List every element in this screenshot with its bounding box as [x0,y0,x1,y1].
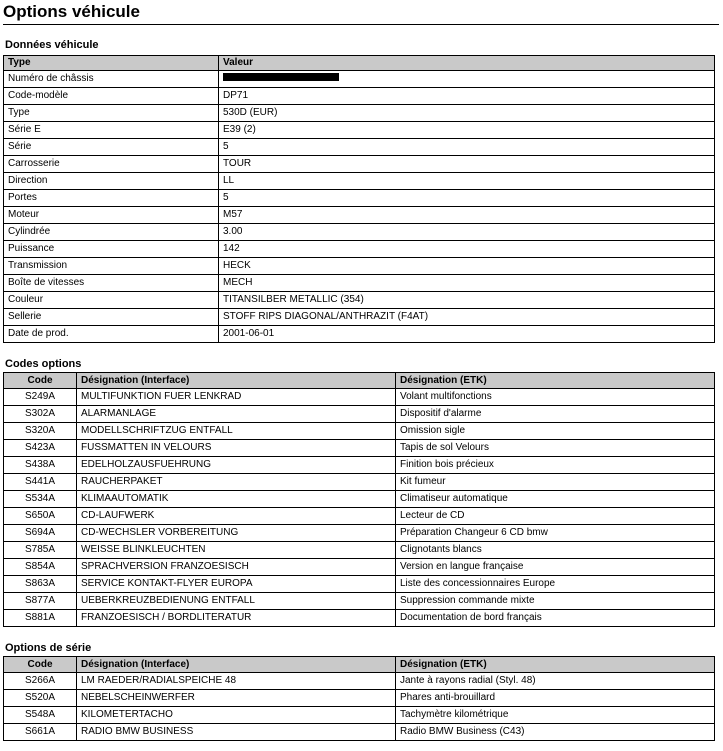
column-header-interface: Désignation (Interface) [77,657,396,673]
field-label: Type [4,105,219,122]
option-interface-designation: RADIO BMW BUSINESS [77,724,396,741]
table-row [4,105,715,122]
option-etk-designation: Tapis de sol Velours [396,440,715,457]
option-etk-designation: Préparation Changeur 6 CD bmw [396,525,715,542]
table-row [4,423,715,440]
table-row [4,389,715,406]
field-value: DP71 [219,88,715,105]
table-row [4,326,715,343]
option-etk-designation: Dispositif d'alarme [396,406,715,423]
field-label: Série [4,139,219,156]
table-row [4,673,715,690]
table-row [4,707,715,724]
field-label: Code-modèle [4,88,219,105]
table-row [4,542,715,559]
option-codes-heading: Codes options [5,358,82,370]
field-label: Série E [4,122,219,139]
option-code: S320A [4,423,77,440]
field-label: Date de prod. [4,326,219,343]
table-row [4,474,715,491]
field-label: Moteur [4,207,219,224]
field-value: 530D (EUR) [219,105,715,122]
option-code: S249A [4,389,77,406]
option-etk-designation: Liste des concessionnaires Europe [396,576,715,593]
option-code: S520A [4,690,77,707]
option-code: S863A [4,576,77,593]
option-code: S266A [4,673,77,690]
column-header-etk: Désignation (ETK) [396,657,715,673]
table-row [4,71,715,88]
table-row [4,610,715,627]
option-etk-designation: Version en langue française [396,559,715,576]
field-value: STOFF RIPS DIAGONAL/ANTHRAZIT (F4AT) [219,309,715,326]
option-code: S881A [4,610,77,627]
table-row [4,690,715,707]
field-label: Direction [4,173,219,190]
option-interface-designation: CD-WECHSLER VORBEREITUNG [77,525,396,542]
option-etk-designation: Radio BMW Business (C43) [396,724,715,741]
page-title: Options véhicule [3,2,140,21]
table-row [4,173,715,190]
option-interface-designation: FUSSMATTEN IN VELOURS [77,440,396,457]
option-interface-designation: UEBERKREUZBEDIENUNG ENTFALL [77,593,396,610]
table-row [4,457,715,474]
table-row [4,190,715,207]
option-interface-designation: SPRACHVERSION FRANZOESISCH [77,559,396,576]
field-label: Carrosserie [4,156,219,173]
option-code: S650A [4,508,77,525]
option-code: S854A [4,559,77,576]
table-row [4,406,715,423]
table-row [4,508,715,525]
field-value: M57 [219,207,715,224]
option-etk-designation: Clignotants blancs [396,542,715,559]
option-code: S548A [4,707,77,724]
table-row [4,593,715,610]
option-interface-designation: CD-LAUFWERK [77,508,396,525]
field-value: HECK [219,258,715,275]
option-etk-designation: Jante à rayons radial (Styl. 48) [396,673,715,690]
field-value: 5 [219,139,715,156]
field-value: E39 (2) [219,122,715,139]
option-interface-designation: SERVICE KONTAKT-FLYER EUROPA [77,576,396,593]
option-code: S441A [4,474,77,491]
table-row [4,207,715,224]
table-row [4,241,715,258]
option-etk-designation: Volant multifonctions [396,389,715,406]
option-etk-designation: Finition bois précieux [396,457,715,474]
table-header-row [4,56,715,71]
title-divider [3,24,719,25]
option-code: S438A [4,457,77,474]
option-etk-designation: Documentation de bord français [396,610,715,627]
field-label: Couleur [4,292,219,309]
option-etk-designation: Climatiseur automatique [396,491,715,508]
field-value: TOUR [219,156,715,173]
table-header-row [4,373,715,389]
standard-options-table [3,656,715,741]
option-interface-designation: MULTIFUNKTION FUER LENKRAD [77,389,396,406]
vehicle-data-heading: Données véhicule [5,39,99,51]
table-row [4,309,715,326]
option-interface-designation: NEBELSCHEINWERFER [77,690,396,707]
option-code: S694A [4,525,77,542]
option-interface-designation: LM RAEDER/RADIALSPEICHE 48 [77,673,396,690]
table-row [4,258,715,275]
redaction-bar [223,73,339,81]
option-interface-designation: EDELHOLZAUSFUEHRUNG [77,457,396,474]
option-interface-designation: RAUCHERPAKET [77,474,396,491]
field-label: Cylindrée [4,224,219,241]
table-row [4,292,715,309]
table-row [4,139,715,156]
option-codes-table [3,372,715,627]
column-header-code: Code [4,373,77,389]
option-etk-designation: Phares anti-brouillard [396,690,715,707]
field-value: LL [219,173,715,190]
field-value: 2001-06-01 [219,326,715,343]
chassis-number-value [219,71,715,88]
column-header-code: Code [4,657,77,673]
column-header-type: Type [4,56,219,71]
option-etk-designation: Omission sigle [396,423,715,440]
option-interface-designation: ALARMANLAGE [77,406,396,423]
field-label: Numéro de châssis [4,71,219,88]
option-code: S302A [4,406,77,423]
option-code: S785A [4,542,77,559]
table-row [4,88,715,105]
table-row [4,440,715,457]
option-code: S877A [4,593,77,610]
field-value: 5 [219,190,715,207]
table-row [4,275,715,292]
table-row [4,156,715,173]
column-header-value: Valeur [219,56,715,71]
option-etk-designation: Suppression commande mixte [396,593,715,610]
field-value: TITANSILBER METALLIC (354) [219,292,715,309]
option-interface-designation: KILOMETERTACHO [77,707,396,724]
option-interface-designation: FRANZOESISCH / BORDLITERATUR [77,610,396,627]
vehicle-data-table [3,55,715,343]
field-value: MECH [219,275,715,292]
option-etk-designation: Lecteur de CD [396,508,715,525]
column-header-interface: Désignation (Interface) [77,373,396,389]
option-interface-designation: KLIMAAUTOMATIK [77,491,396,508]
table-row [4,224,715,241]
field-value: 142 [219,241,715,258]
table-row [4,491,715,508]
option-code: S661A [4,724,77,741]
table-row [4,576,715,593]
field-label: Portes [4,190,219,207]
table-row [4,559,715,576]
option-code: S534A [4,491,77,508]
option-interface-designation: WEISSE BLINKLEUCHTEN [77,542,396,559]
table-header-row [4,657,715,673]
column-header-etk: Désignation (ETK) [396,373,715,389]
table-row [4,724,715,741]
standard-options-heading: Options de série [5,642,92,654]
field-label: Puissance [4,241,219,258]
table-row [4,122,715,139]
field-label: Sellerie [4,309,219,326]
option-etk-designation: Tachymètre kilométrique [396,707,715,724]
option-etk-designation: Kit fumeur [396,474,715,491]
field-value: 3.00 [219,224,715,241]
field-label: Transmission [4,258,219,275]
table-row [4,525,715,542]
field-label: Boîte de vitesses [4,275,219,292]
option-interface-designation: MODELLSCHRIFTZUG ENTFALL [77,423,396,440]
option-code: S423A [4,440,77,457]
